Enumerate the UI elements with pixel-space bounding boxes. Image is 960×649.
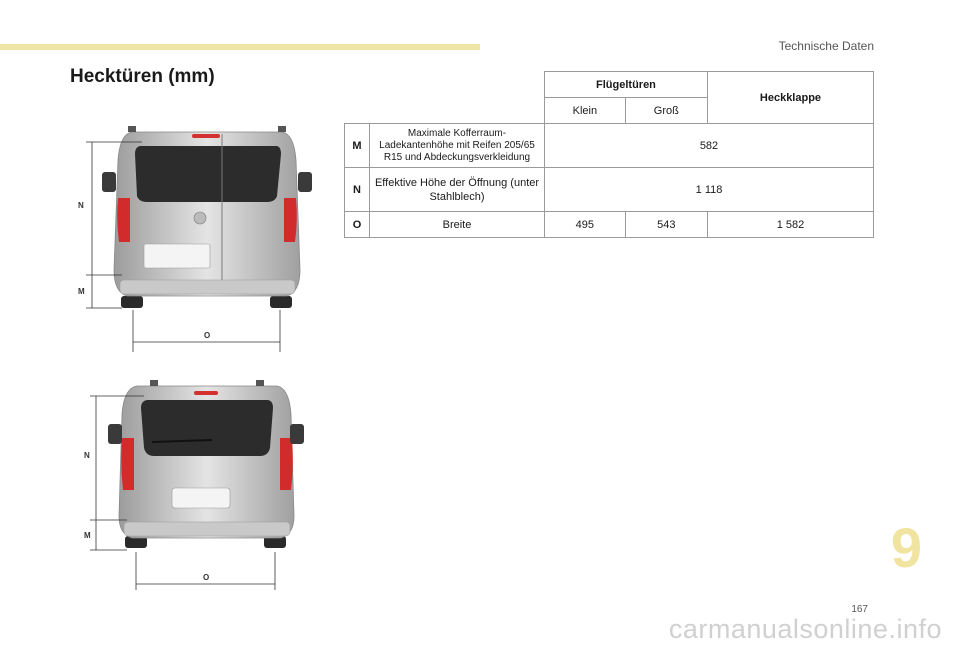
- dimension-label-m: M: [78, 287, 85, 296]
- dimension-label-o: O: [204, 331, 211, 340]
- dimension-label-n: N: [84, 451, 90, 460]
- row-description: Maximale Kofferraum-Ladekantenhöhe mit Reifen 205/65 R15 und Abdeckungsverkleidung: [370, 124, 545, 168]
- car-rear-wing-doors-figure: [72, 120, 322, 356]
- value-small: 495: [545, 212, 626, 238]
- watermark: carmanualsonline.info: [668, 614, 942, 644]
- column-header-large: Groß: [625, 98, 707, 124]
- row-key: M: [345, 124, 370, 168]
- table-row: [345, 124, 874, 168]
- row-key: O: [345, 212, 370, 238]
- table-row: [345, 212, 874, 238]
- row-key: N: [345, 168, 370, 212]
- row-value: 1 118: [545, 168, 874, 212]
- table-corner: [345, 72, 545, 124]
- row-description: Effektive Höhe der Öffnung (unter Stahlblech): [370, 168, 545, 212]
- value-large: 543: [625, 212, 707, 238]
- table-row: [345, 168, 874, 212]
- chapter-number: 9: [890, 516, 922, 579]
- rear-doors-dimensions-table: [344, 71, 874, 238]
- dimension-label-n: N: [78, 201, 84, 210]
- page-title: Hecktüren (mm): [70, 66, 215, 87]
- column-header-small: Klein: [545, 98, 626, 124]
- row-description: Breite: [370, 212, 545, 238]
- header-accent-rule: [0, 44, 480, 50]
- column-group-wing-doors: Flügeltüren: [545, 72, 708, 98]
- section-header: Technische Daten: [778, 39, 874, 53]
- car-rear-tailgate-figure: [72, 376, 322, 592]
- row-value: 582: [545, 124, 874, 168]
- page-number: 167: [851, 604, 868, 615]
- column-header-tailgate: Heckklappe: [707, 72, 873, 124]
- dimension-label-o: O: [203, 573, 210, 582]
- value-tailgate: 1 582: [707, 212, 873, 238]
- dimension-label-m: M: [84, 531, 91, 540]
